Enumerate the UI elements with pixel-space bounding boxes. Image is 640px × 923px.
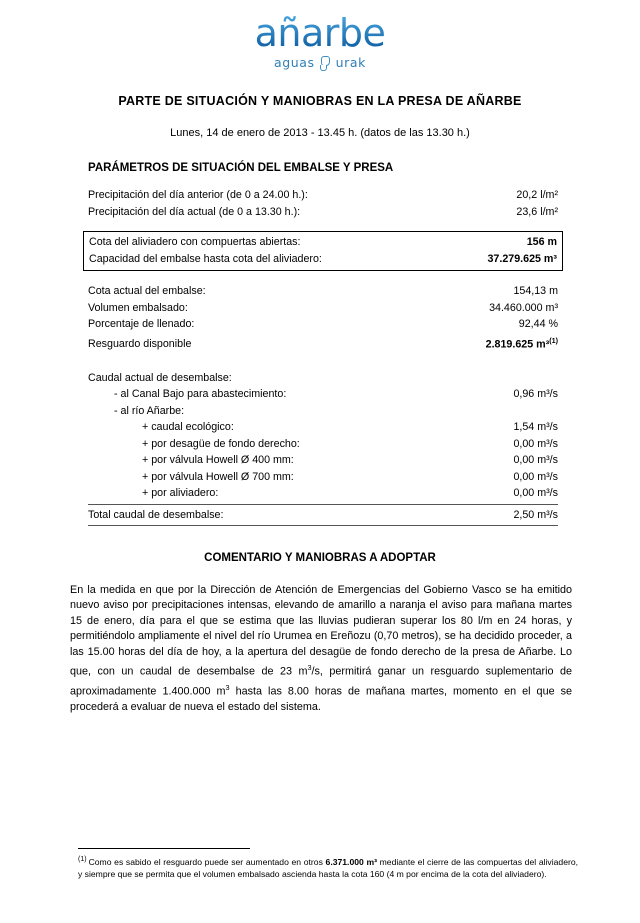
table-row [89, 234, 557, 251]
row-value [486, 333, 558, 353]
row-label: + por válvula Howell Ø 700 mm: [142, 470, 294, 483]
row-label: Cota del aliviadero con compuertas abiertas: [89, 236, 301, 248]
row-label: + por desagüe de fondo derecho: [142, 437, 300, 450]
row-label: Cota actual del embalse: [88, 285, 206, 297]
footnote-block [78, 848, 578, 881]
footnote-text [78, 854, 578, 881]
table-row [88, 204, 558, 221]
spillway-box [83, 231, 563, 271]
table-row [89, 251, 557, 268]
footnote-reference: (1) [549, 335, 558, 345]
row-value-text: 2.819.625 m³ [485, 338, 550, 351]
logo-subtitle [0, 55, 640, 70]
logo-subtitle-left: aguas [273, 55, 315, 70]
row-label: - al Canal Bajo para abastecimiento: [114, 388, 287, 401]
row-value: 1,54 m³/s [513, 421, 558, 434]
parameters-table [0, 187, 640, 526]
discharge-heading [88, 370, 558, 387]
table-row [88, 316, 558, 333]
commentary-superscript-2: 3 [225, 683, 230, 693]
commentary-superscript-1: 3 [307, 663, 312, 673]
brand-logo [0, 0, 640, 70]
footnote-marker: (1) [78, 856, 87, 863]
discharge-total-row [88, 505, 558, 527]
footnote-divider [78, 848, 250, 849]
footnote-part-1: Como es sabido el resguardo puede ser aumentado en otros [88, 856, 326, 867]
row-label: Precipitación del día anterior (de 0 a 24.00 h.): [88, 189, 308, 201]
commentary-text [70, 583, 572, 715]
row-label: + por aliviadero: [142, 487, 219, 500]
row-value: 34.460.000 m³ [489, 301, 558, 314]
table-row [88, 485, 558, 505]
row-value: 154,13 m [513, 285, 558, 297]
footnote-bold-value: 6.371.000 m³ [325, 856, 377, 867]
table-row [88, 386, 558, 403]
table-row [88, 436, 558, 453]
row-label: - al río Añarbe: [114, 404, 185, 417]
row-value: 2,50 m³/s [513, 508, 558, 521]
report-datetime: Lunes, 14 de enero de 2013 - 13.45 h. (datos de las 13.30 h.) [170, 127, 470, 139]
commentary-part-2: /s, permitirá ganar un resguardo suplementario de aproximadamente 1.400.000 m [70, 665, 572, 698]
row-value: 0,96 m³/s [513, 388, 558, 401]
table-row [88, 187, 558, 204]
table-row [88, 283, 558, 300]
row-value: 0,00 m³/s [513, 437, 558, 450]
table-row [88, 419, 558, 436]
row-label: Total caudal de desembalse: [88, 508, 224, 521]
row-label: Porcentaje de llenado: [88, 318, 195, 330]
section-title-parameters: PARÁMETROS DE SITUACIÓN DEL EMBALSE Y PRESA [88, 162, 394, 174]
table-row-resguardo [88, 333, 558, 353]
footnote-part-2: mediante el cierre de las compuertas del aliviadero, y siempre que se permita que el volumen embalsado ascienda hasta la cota 160 (4 m por encima de la cota del aliviadero). [78, 856, 578, 880]
row-label: Capacidad del embalse hasta cota del aliviadero: [89, 252, 322, 265]
section-title-commentary: COMENTARIO Y MANIOBRAS A ADOPTAR [204, 552, 436, 565]
row-label: + por válvula Howell Ø 400 mm: [142, 454, 294, 467]
row-value: 0,00 m³/s [513, 470, 558, 483]
row-value: 0,00 m³/s [513, 454, 558, 467]
logo-subtitle-right: urak [335, 55, 367, 70]
row-label: Resguardo disponible [88, 338, 192, 351]
water-drop-icon [320, 56, 331, 70]
commentary-part-3: hasta las 8.00 horas de mañana martes, momento en el que se procederá a evaluar de nueva el estado del sistema. [70, 685, 573, 714]
row-label: Caudal actual de desembalse: [88, 371, 232, 384]
row-value: 0,00 m³/s [513, 487, 558, 500]
row-value: 37.279.625 m³ [487, 252, 557, 265]
row-label: Volumen embalsado: [88, 301, 188, 314]
row-label: + caudal ecológico: [142, 421, 234, 434]
row-value: 20,2 l/m² [516, 189, 558, 201]
commentary-part-1: En la medida en que por la Dirección de Atención de Emergencias del Gobierno Vasco se ha emitido nuevo aviso por precipitaciones intensas, elevando de amarillo a naranja el aviso para mañana martes 15 de enero, día para el que se estima que las lluvias pudieran superar los 80 l/m en 24 horas, y permitiéndolo ampliamente el nivel del río Urumea en Ereñozu (0,70 metros), se ha decidido proceder, a las 15.00 horas del día de hoy, a la apertura del desagüe de fondo derecho de la presa de Añarbe. Lo que, con un caudal de desembalse de 23 m [70, 584, 572, 678]
row-value: 23,6 l/m² [516, 205, 558, 218]
table-row [88, 300, 558, 317]
logo-wordmark: añarbe [254, 11, 386, 55]
table-row [88, 403, 558, 420]
table-row [88, 469, 558, 486]
row-label: Precipitación del día actual (de 0 a 13.30 h.): [88, 205, 301, 218]
row-value: 92,44 % [518, 318, 558, 330]
row-value: 156 m [526, 236, 557, 248]
table-row [88, 452, 558, 469]
page-title: PARTE DE SITUACIÓN Y MANIOBRAS EN LA PRESA DE AÑARBE [118, 94, 522, 108]
